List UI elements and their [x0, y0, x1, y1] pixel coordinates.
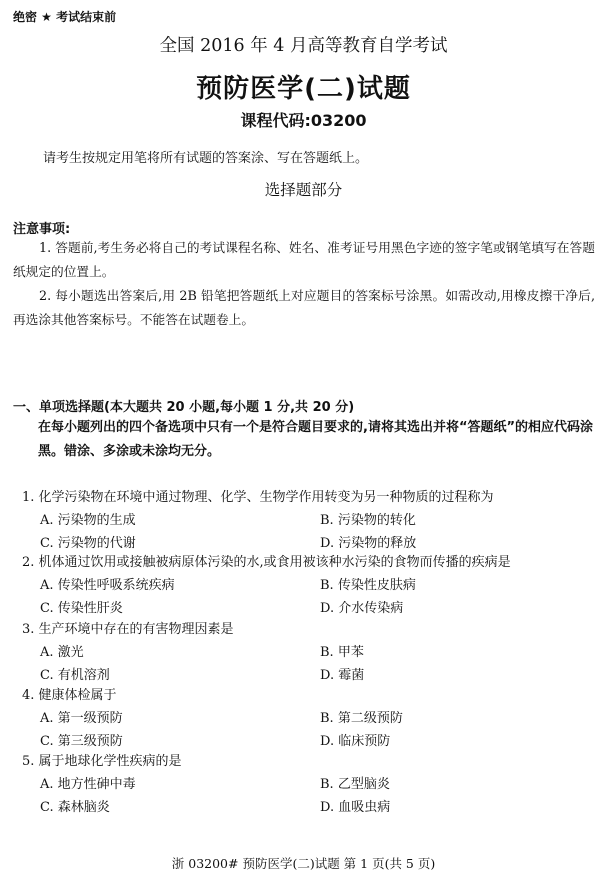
- general-instruction: 请考生按规定用笔将所有试题的答案涂、写在答题纸上。: [43, 151, 369, 166]
- option-a: A. 激光: [40, 645, 84, 660]
- note-item-2: 2. 每小题选出答案后,用 2B 铅笔把答题纸上对应题目的答案标号涂黑。如需改动,用橡皮擦干净后,再选涂其他答案标号。不能答在试题卷上。: [13, 288, 595, 327]
- notes-heading: 注意事项:: [13, 222, 71, 237]
- option-b: B. 甲苯: [320, 645, 364, 660]
- page-title: 预防医学(二)试题: [196, 74, 411, 104]
- course-code: 课程代码:03200: [240, 111, 367, 130]
- option-b: B. 乙型脑炎: [320, 777, 390, 792]
- classification-label: 绝密 ★ 考试结束前: [13, 10, 117, 24]
- option-b: B. 传染性皮肤病: [320, 578, 416, 593]
- question-stem: 2. 机体通过饮用或接触被病原体污染的水,或食用被该种水污染的食物而传播的疾病是: [22, 555, 511, 570]
- option-c: C. 传染性肝炎: [40, 601, 123, 616]
- option-b: B. 第二级预防: [320, 711, 403, 726]
- option-d: D. 临床预防: [320, 734, 391, 749]
- option-a: A. 地方性砷中毒: [40, 777, 136, 792]
- option-b: B. 污染物的转化: [320, 513, 416, 528]
- option-a: A. 传染性呼吸系统疾病: [40, 578, 175, 593]
- section-instruction: 在每小题列出的四个备选项中只有一个是符合题目要求的,请将其选出并将“答题纸”的相应代码涂黑。错涂、多涂或未涂均无分。: [38, 420, 594, 459]
- option-d: D. 污染物的释放: [320, 536, 417, 551]
- question-stem: 5. 属于地球化学性疾病的是: [22, 754, 182, 769]
- option-c: C. 有机溶剂: [40, 668, 110, 683]
- option-d: D. 血吸虫病: [320, 800, 391, 815]
- question-5: [0, 750, 607, 842]
- option-c: C. 污染物的代谢: [40, 536, 136, 551]
- note-item-1: 1. 答题前,考生务必将自己的考试课程名称、姓名、准考证号用黑色字迹的签字笔或钢笔填写在答题纸规定的位置上。: [13, 240, 595, 279]
- option-a: A. 污染物的生成: [40, 513, 136, 528]
- option-c: C. 森林脑炎: [40, 800, 110, 815]
- page-footer: 浙 03200# 预防医学(二)试题 第 1 页(共 5 页): [171, 856, 436, 871]
- option-d: D. 霉菌: [320, 668, 365, 683]
- question-stem: 3. 生产环境中存在的有害物理因素是: [22, 622, 234, 637]
- part-title: 选择题部分: [264, 181, 343, 199]
- option-c: C. 第三级预防: [40, 734, 123, 749]
- question-stem: 1. 化学污染物在环境中通过物理、化学、生物学作用转变为另一种物质的过程称为: [22, 490, 494, 505]
- exam-session-line: 全国 2016 年 4 月高等教育自学考试: [159, 36, 448, 56]
- question-stem: 4. 健康体检属于: [22, 688, 117, 703]
- option-d: D. 介水传染病: [320, 601, 404, 616]
- option-a: A. 第一级预防: [40, 711, 123, 726]
- section-heading: 一、单项选择题(本大题共 20 小题,每小题 1 分,共 20 分): [13, 400, 355, 415]
